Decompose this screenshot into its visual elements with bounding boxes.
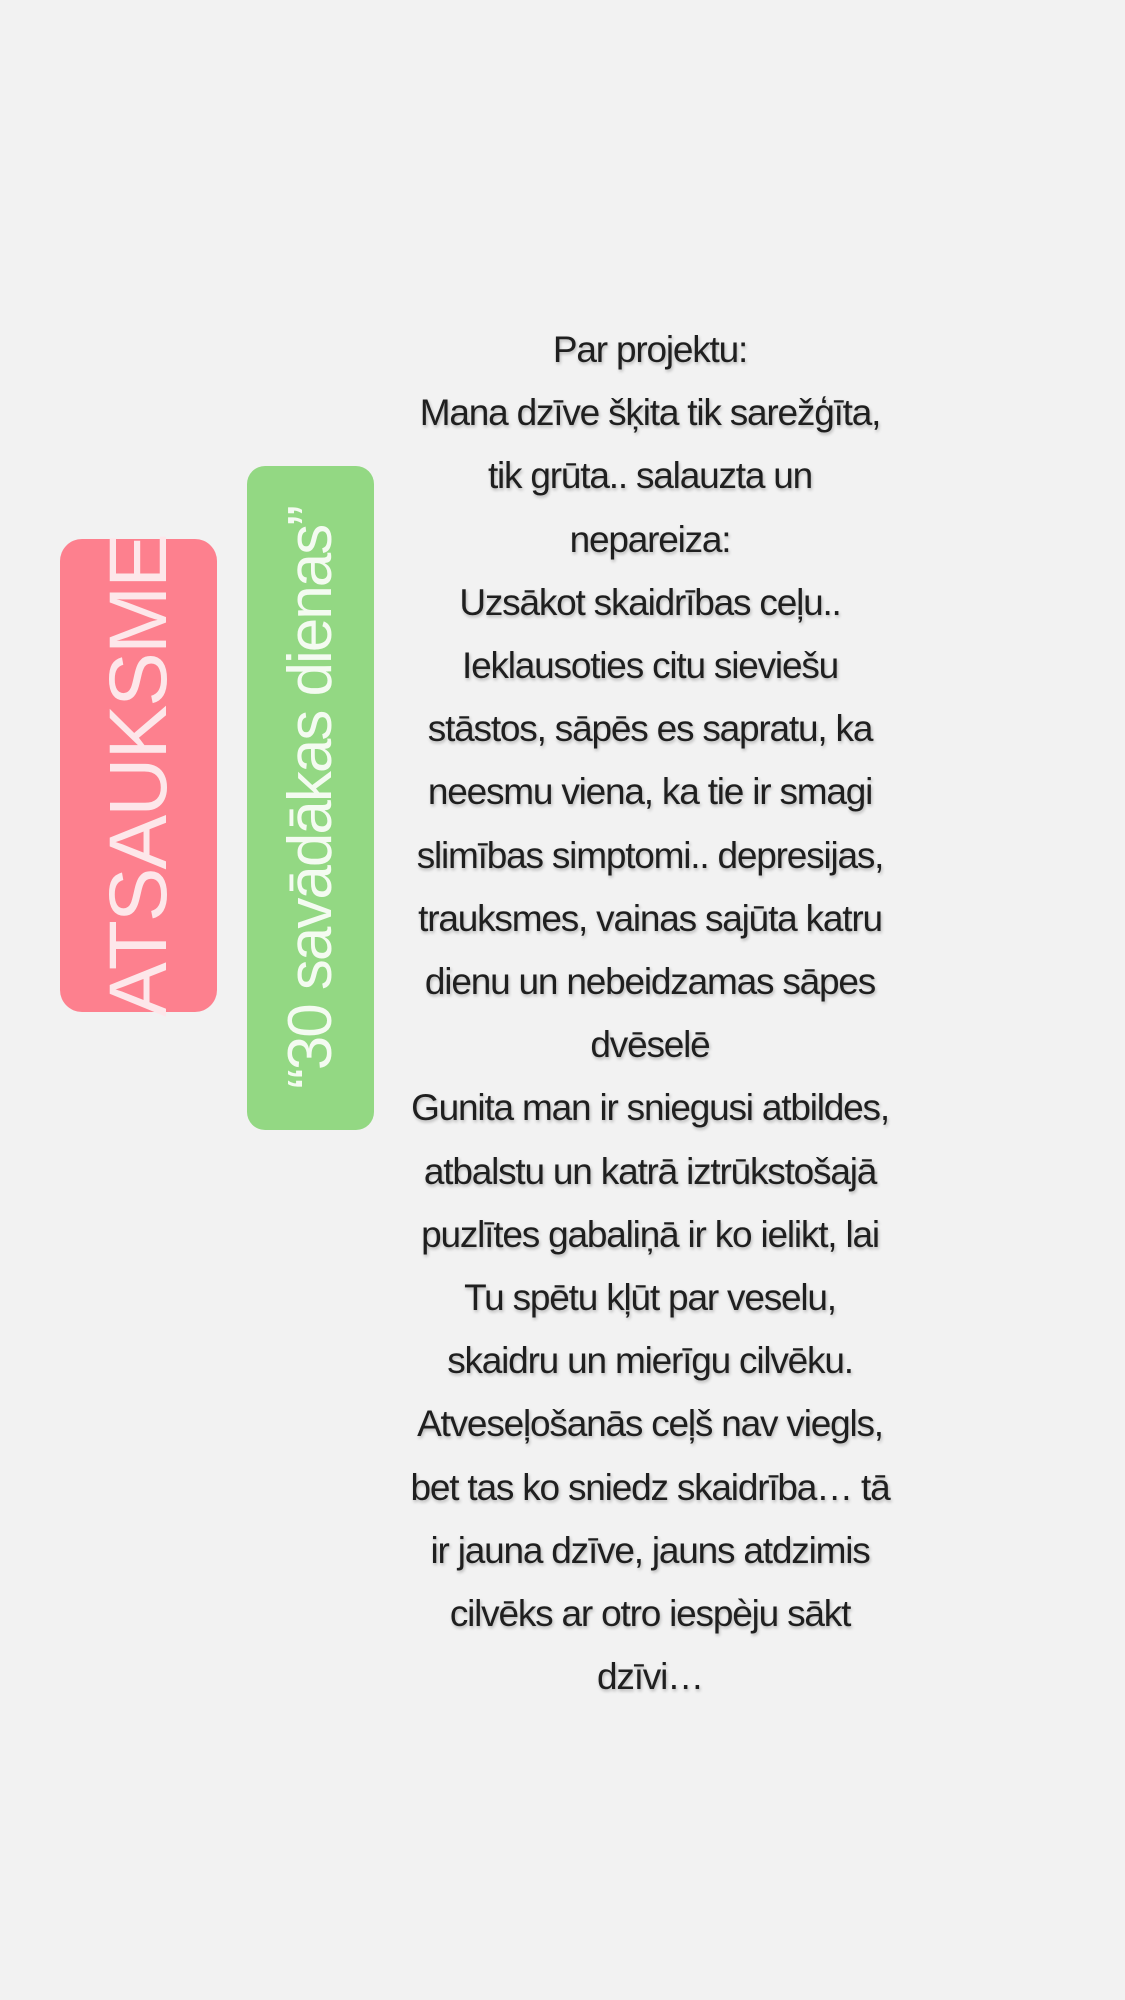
story-line: bet tas ko sniedz skaidrība… tā (410, 1466, 890, 1508)
story-line: ir jauna dzīve, jauns atdzimis (430, 1529, 870, 1571)
story-line: Mana dzīve šķita tik sarežģīta, (419, 392, 881, 434)
atsauksme-label: ATSAUKSME (92, 534, 184, 1017)
story-line: Gunita man ir sniegusi atbildes, (411, 1087, 889, 1129)
story-line: dvēselē (590, 1024, 710, 1066)
story-line: atbalstu un katrā iztrūkstošajā (423, 1150, 877, 1192)
story-line: slimības simptomi.. depresijas, (416, 834, 884, 876)
project-title-sticker (247, 466, 374, 1130)
story-line: dzīvi… (597, 1656, 703, 1698)
story-line: neesmu viena, ka tie ir smagi (427, 771, 873, 813)
story-line: Atveseļošanās ceļš nav viegls, (417, 1403, 883, 1445)
story-line: tik grūta.. salauzta un (487, 455, 813, 497)
story-line: Par projektu: (552, 329, 748, 370)
story-line: Tu spētu kļūt par veselu, (464, 1277, 836, 1319)
story-line: puzlītes gabaliņā ir ko ielikt, lai (421, 1213, 879, 1255)
story-line: stāstos, sāpēs es sapratu, ka (427, 708, 873, 750)
story-line: skaidru un mierīgu cilvēku. (447, 1340, 853, 1382)
story-line: nepareiza: (569, 518, 731, 560)
story-line: trauksmes, vainas sajūta katru (418, 897, 882, 939)
story-line: Ieklausoties citu sieviešu (462, 645, 838, 687)
story-line: cilvēks ar otro iespèju sākt (449, 1593, 851, 1635)
story-line: dienu un nebeidzamas sāpes (424, 961, 876, 1003)
atsauksme-sticker (60, 534, 217, 1017)
story-line: Uzsākot skaidrības ceļu.. (459, 581, 841, 623)
story-text-block (395, 318, 905, 1708)
project-title-label: “30 savādākas dienas” (275, 507, 345, 1089)
